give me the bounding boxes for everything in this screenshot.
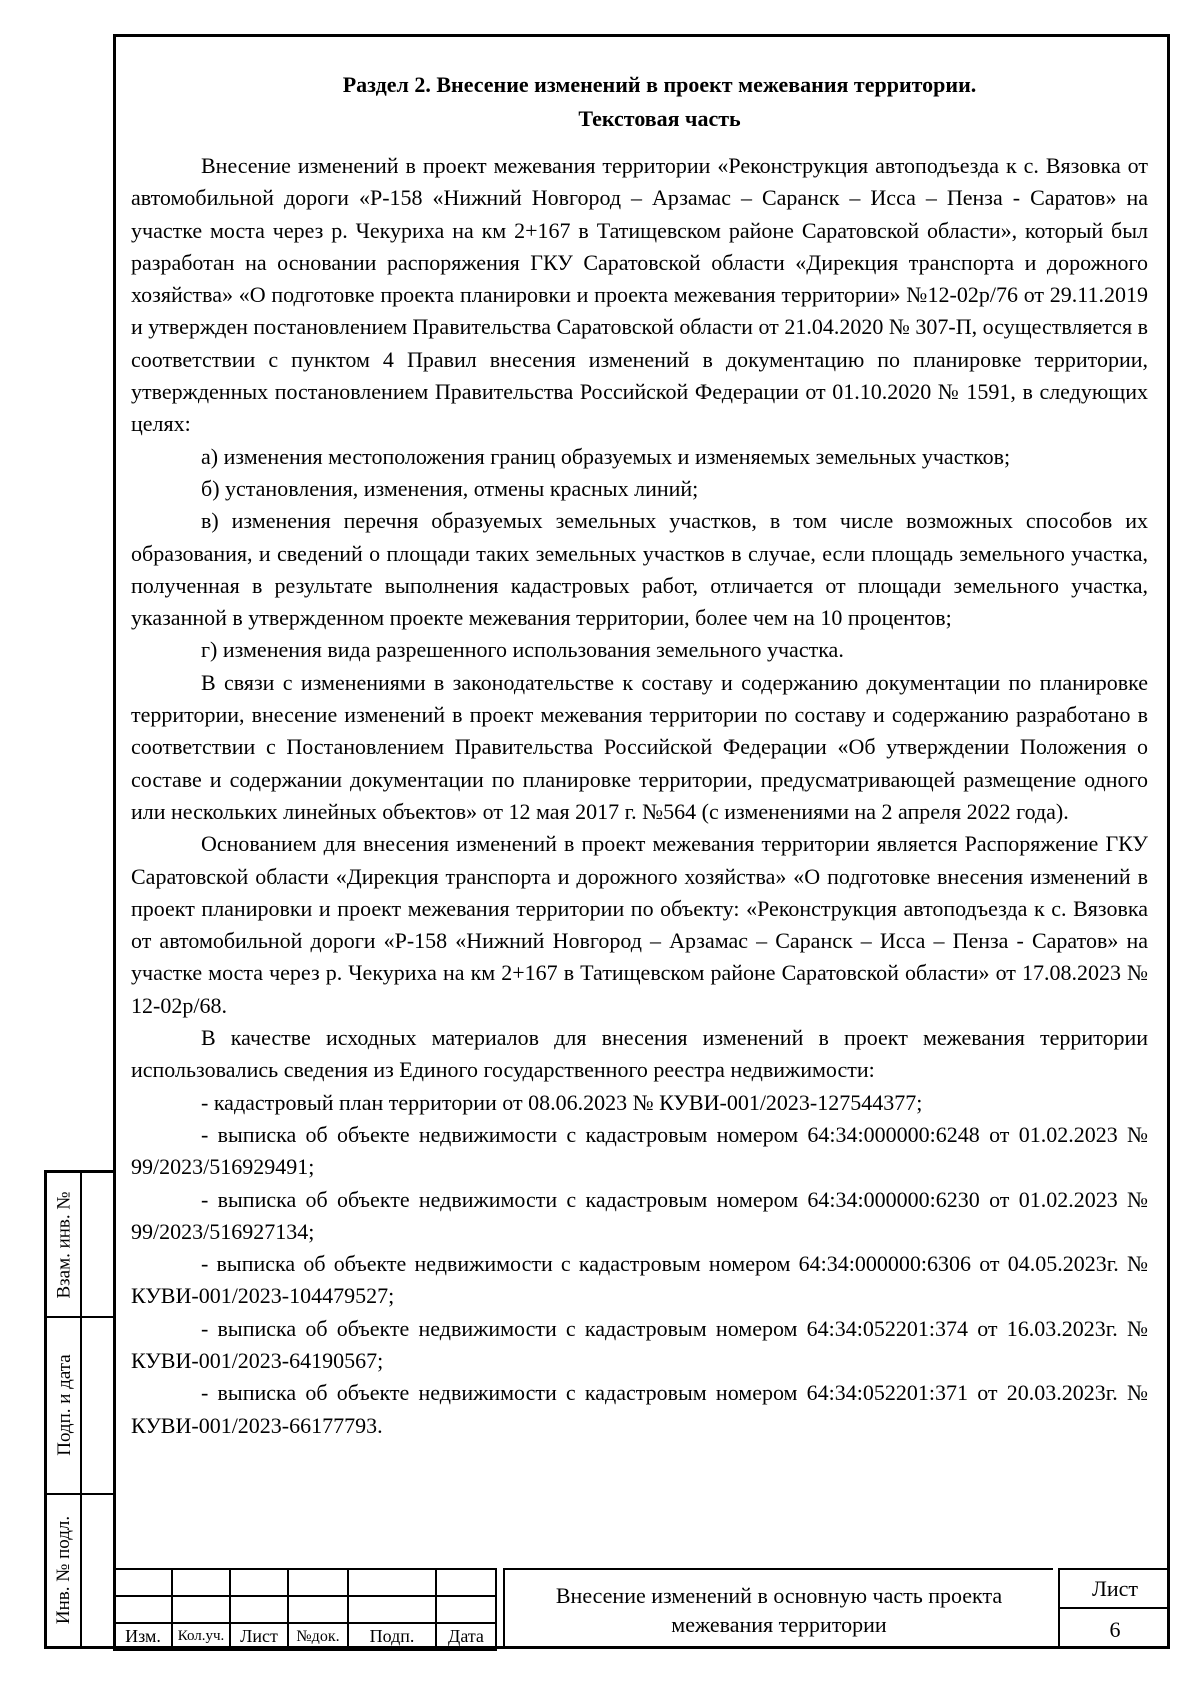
header-data: Дата	[436, 1623, 496, 1650]
header-koluch: Кол.уч.	[172, 1623, 230, 1650]
section-title	[171, 68, 1148, 136]
section-title-line2: Текстовая часть	[578, 106, 741, 131]
document-title: Внесение изменений в основную часть проекта межевания территории	[503, 1568, 1053, 1649]
list-item: - выписка об объекте недвижимости с кадастровым номером 64:34:000000:6230 от 01.02.2023 № 99/2023/516927134;	[131, 1186, 1148, 1244]
paragraph: Основанием для внесения изменений в проект межевания территории является Распоряжение ГКУ Саратовской области «Дирекция транспорта и дорожного хозяйства» «О подготовке внесения изменений в проект планировки и проект межевания территории по объекту: «Реконструкция автоподъезда к с. Вязовка от автомобильной дороги «Р-158 «Нижний Новгород – Арзамас – Саранск – Исса – Пенза - Саратов» на участке моста через р. Чекуриха на км 2+167 в Татищевском районе Саратовской области» от 17.08.2023 № 12-02р/68.	[131, 831, 1148, 1018]
list-item: а) изменения местоположения границ образуемых и изменяемых земельных участков;	[201, 443, 1011, 469]
list-item: в) изменения перечня образуемых земельных участков, в том числе возможных способов их образования, и сведений о площади таких земельных участков в случае, если площадь земельного участка, полученная в результате выполнения кадастровых работ, отличается от площади земельного участка, указанной в утвержденном проекте межевания территории, более чем на 10 процентов;	[131, 508, 1148, 631]
page-content	[131, 68, 1148, 1442]
header-podp: Подп.	[348, 1623, 436, 1650]
list-item: г) изменения вида разрешенного использования земельного участка.	[201, 637, 844, 663]
revision-table	[113, 1568, 497, 1651]
list-item: - выписка об объекте недвижимости с кадастровым номером 64:34:000000:6306 от 04.05.2023г. № КУВИ-001/2023-104479527;	[131, 1251, 1148, 1309]
side-stamp-vzam: Взам. инв. №	[53, 1190, 75, 1299]
section-title-line1: Раздел 2. Внесение изменений в проект межевания территории.	[342, 72, 977, 97]
side-stamp-inv: Инв. № подл.	[53, 1515, 75, 1624]
list-item: б) установления, изменения, отмены красных линий;	[201, 475, 699, 501]
sheet-label: Лист	[1060, 1570, 1170, 1609]
list-item: - выписка об объекте недвижимости с кадастровым номером 64:34:000000:6248 от 01.02.2023 № 99/2023/516929491;	[131, 1121, 1148, 1180]
header-ndok: №док.	[288, 1623, 348, 1650]
list-item: - выписка об объекте недвижимости с кадастровым номером 64:34:052201:371 от 20.03.2023г. № КУВИ-001/2023-66177793.	[131, 1380, 1148, 1438]
side-stamp	[44, 1170, 116, 1649]
list-item: - кадастровый план территории от 08.06.2023 № КУВИ-001/2023-127544377;	[201, 1089, 923, 1115]
side-stamp-podp: Подп. и дата	[53, 1353, 75, 1456]
paragraph: В качестве исходных материалов для внесения изменений в проект межевания территории использовались сведения из Единого государственного реестра недвижимости:	[131, 1025, 1148, 1083]
paragraph: В связи с изменениями в законодательстве к составу и содержанию документации по планировке территории, внесение изменений в проект межевания территории по составу и содержанию разработано в соответствии с Постановлением Правительства Российской Федерации «Об утверждении Положения о составе и содержании документации по планировке территории, предусматривающей размещение одного или нескольких линейных объектов» от 12 мая 2017 г. №564 (с изменениями на 2 апреля 2022 года).	[131, 669, 1148, 824]
title-block	[113, 1568, 1170, 1649]
paragraph: Внесение изменений в проект межевания территории «Реконструкция автоподъезда к с. Вязовка от автомобильной дороги «Р-158 «Нижний Новгород – Арзамас – Саранск – Исса – Пенза - Саратов» на участке моста через р. Чекуриха на км 2+167 в Татищевском районе Саратовской области», который был разработан на основании распоряжения ГКУ Саратовской области «Дирекция транспорта и дорожного хозяйства» «О подготовке проекта планировки и проекта межевания территории» №12-02р/76 от 29.11.2019 и утвержден постановлением Правительства Саратовской области от 21.04.2020 № 307-П, осуществляется в соответствии с пунктом 4 Правил внесения изменений в документацию по планировке территории, утвержденных постановлением Правительства Российской Федерации от 01.10.2020 № 1591, в следующих целях:	[131, 153, 1148, 437]
list-item: - выписка об объекте недвижимости с кадастровым номером 64:34:052201:374 от 16.03.2023г. № КУВИ-001/2023-64190567;	[131, 1315, 1148, 1373]
sheet-cell	[1058, 1568, 1170, 1649]
header-izm: Изм.	[114, 1623, 172, 1650]
sheet-number: 6	[1109, 1617, 1121, 1642]
header-list: Лист	[230, 1623, 288, 1650]
